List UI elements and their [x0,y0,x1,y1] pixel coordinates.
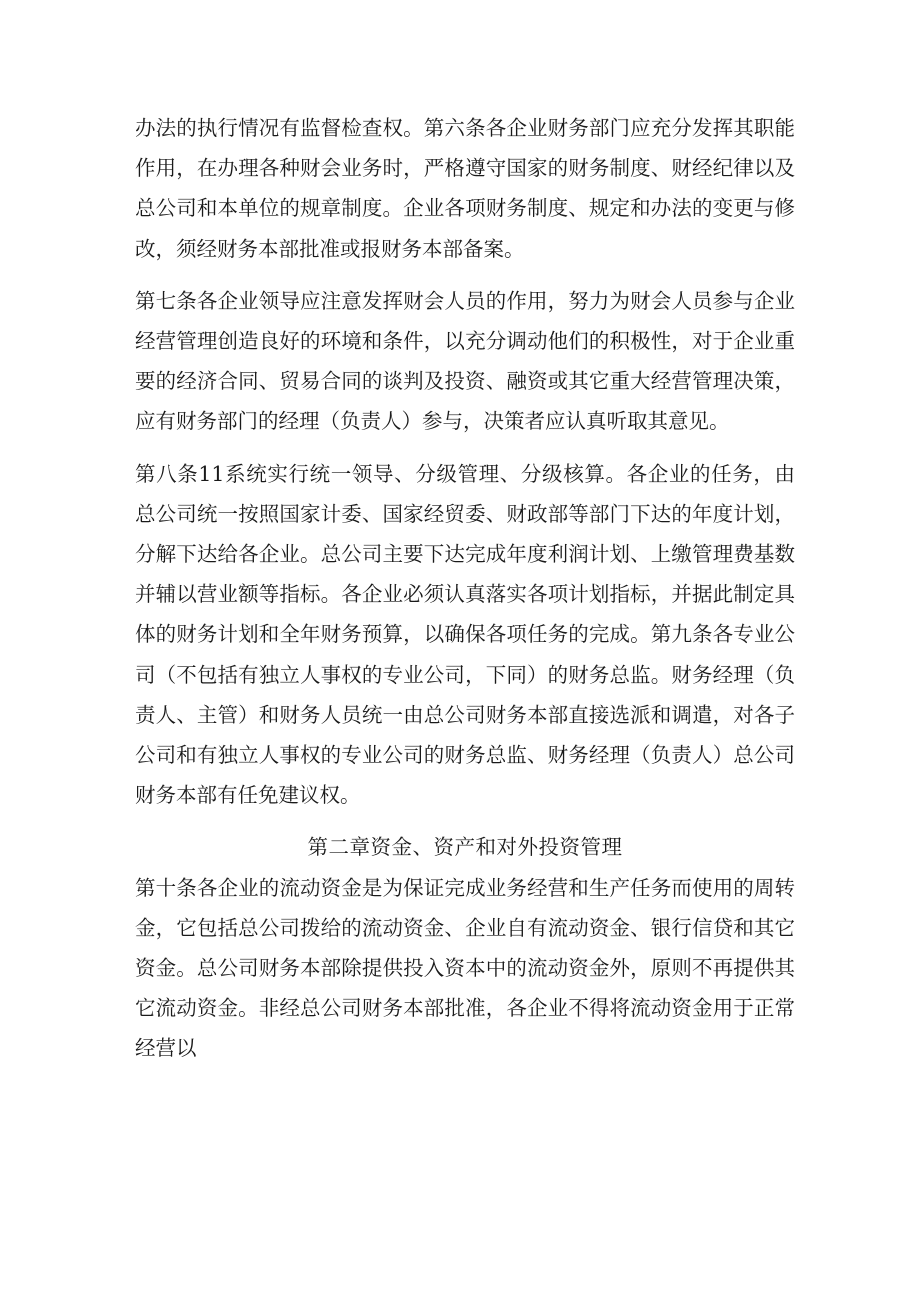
paragraph-article-6: 办法的执行情况有监督检查权。第六条各企业财务部门应充分发挥其职能作用，在办理各种财会业务时，严格遵守国家的财务制度、财经纪律以及总公司和本单位的规章制度。企业各项财务制度、规定和办法的变更与修改，须经财务本部批准或报财务本部备案。 [135,116,795,261]
paragraph-article-8-9: 第八条11系统实行统一领导、分级管理、分级核算。各企业的任务，由总公司统一按照国家计委、国家经贸委、财政部等部门下达的年度计划，分解下达给各企业。总公司主要下达完成年度利润计划、上缴管理费基数并辅以营业额等指标。各企业必须认真落实各项计划指标，并据此制定具体的财务计划和全年财务预算，以确保各项任务的完成。第九条各专业公司（不包括有独立人事权的专业公司，下同）的财务总监。财务经理（负责人、主管）和财务人员统一由总公司财务本部直接选派和调遣，对各子公司和有独立人事权的专业公司的财务总监、财务经理（负责人）总公司财务本部有任免建议权。 [135,461,795,808]
chapter-heading: 第二章资金、资产和对外投资管理 [307,835,623,860]
document-body [135,108,795,1069]
paragraph-article-10: 第十条各企业的流动资金是为保证完成业务经营和生产任务而使用的周转金，它包括总公司拨给的流动资金、企业自有流动资金、银行信贷和其它资金。总公司财务本部除提供投入资本中的流动资金外，原则不再提供其它流动资金。非经总公司财务本部批准，各企业不得将流动资金用于正常经营以 [135,875,795,1061]
paragraph-article-7: 第七条各企业领导应注意发挥财会人员的作用，努力为财会人员参与企业经营管理创造良好的环境和条件，以充分调动他们的积极性，对于企业重要的经济合同、贸易合同的谈判及投资、融资或其它重大经营管理决策，应有财务部门的经理（负责人）参与，决策者应认真听取其意见。 [135,288,795,434]
